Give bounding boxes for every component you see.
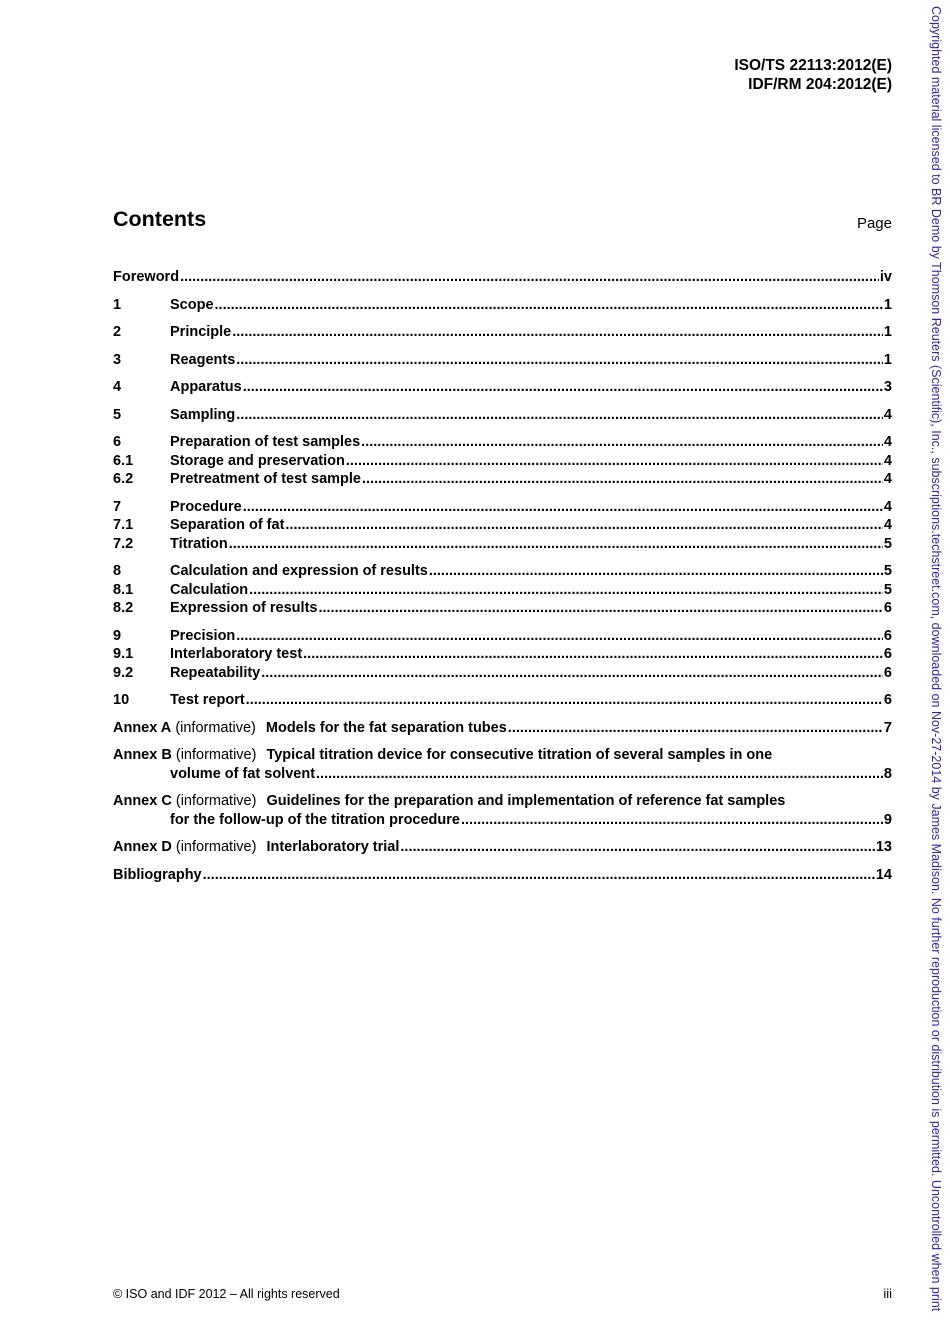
- toc-clause-group: [113, 691, 892, 710]
- toc-entry-page: 1: [883, 351, 892, 368]
- toc-entry-page: 9: [883, 811, 892, 828]
- dot-leader: [236, 627, 883, 646]
- dot-leader: [508, 719, 883, 738]
- toc-entry-page: 3: [883, 379, 892, 395]
- toc-entry[interactable]: [113, 452, 892, 471]
- toc-entry-page: iv: [879, 269, 892, 285]
- toc-entry-title: Repeatability: [170, 664, 261, 681]
- toc-entry-title: Foreword: [113, 269, 180, 285]
- toc-entry-number: 5: [113, 406, 122, 423]
- dot-leader: [180, 268, 879, 287]
- toc-clause-group: [113, 433, 892, 489]
- toc-entry-title: Typical titration device for consecutive titration of several samples in one: [266, 747, 773, 763]
- dot-leader: [243, 378, 883, 397]
- toc-entry-title: Bibliography: [113, 866, 202, 883]
- page-number: iii: [883, 1286, 892, 1301]
- dot-leader: [346, 452, 883, 471]
- toc-entry-page: 8: [883, 765, 892, 782]
- toc-entry-page: 6: [883, 692, 892, 708]
- dot-leader: [361, 433, 883, 452]
- toc-entry-title: Interlaboratory trial: [266, 839, 400, 855]
- toc-entry[interactable]: [113, 323, 892, 342]
- toc-clause-group: [113, 627, 892, 683]
- toc-entry-annex[interactable]: [113, 838, 892, 857]
- toc-entry[interactable]: [113, 470, 892, 489]
- toc-entry-page: 1: [883, 324, 892, 340]
- toc-entry-page: 4: [883, 471, 892, 487]
- toc-entry-title: Calculation: [170, 581, 249, 598]
- toc-entry-number: 6.2: [113, 471, 134, 487]
- toc-entry-title: Storage and preservation: [170, 452, 345, 469]
- toc-entry-page: 4: [883, 434, 892, 450]
- toc-clause-group: [113, 498, 892, 554]
- toc-entry-number: 9.1: [113, 646, 134, 662]
- toc-entry-page: 5: [883, 581, 892, 598]
- toc-clause-group: [113, 323, 892, 342]
- toc-entry[interactable]: [113, 378, 892, 397]
- toc-entry-page: 6: [883, 646, 892, 662]
- dot-leader: [261, 664, 883, 683]
- toc-entry[interactable]: [113, 627, 892, 646]
- dot-leader: [318, 599, 882, 618]
- document-id-header: [734, 56, 892, 94]
- toc-entry[interactable]: [113, 599, 892, 618]
- toc-entry-number: 7: [113, 498, 122, 515]
- toc-entry-title: Interlaboratory test: [170, 646, 303, 662]
- toc-entry-title: Expression of results: [170, 600, 318, 616]
- toc-entry-page: 7: [883, 719, 892, 736]
- annex-label: Annex C: [113, 793, 172, 809]
- toc-entry-annex[interactable]: [113, 792, 892, 829]
- toc-entry-page: 4: [883, 452, 892, 469]
- toc-entry-number: 6.1: [113, 452, 134, 469]
- dot-leader: [303, 645, 883, 664]
- toc-entry-page: 4: [883, 498, 892, 515]
- toc-entry-annex[interactable]: [113, 719, 892, 738]
- copyright-footer: © ISO and IDF 2012 – All rights reserved: [113, 1287, 340, 1301]
- toc-clause-group: [113, 406, 892, 425]
- toc-entry-title: Principle: [170, 324, 232, 340]
- toc-entry-title: Reagents: [170, 351, 236, 368]
- annex-type: (informative): [175, 747, 257, 763]
- toc-entry-number: 7.2: [113, 535, 134, 552]
- dot-leader: [246, 691, 883, 710]
- dot-leader: [362, 470, 883, 489]
- toc-entry-number: 4: [113, 379, 122, 395]
- toc-entry[interactable]: [113, 581, 892, 600]
- toc-entry-title: Test report: [170, 692, 245, 708]
- toc-entry[interactable]: [113, 691, 892, 710]
- toc-entry-title: Guidelines for the preparation and implementation of reference fat samples: [266, 793, 786, 809]
- annex-label: Annex D: [113, 839, 172, 855]
- toc-entry-number: 1: [113, 296, 122, 313]
- dot-leader: [203, 866, 875, 885]
- toc-entry-title: Sampling: [170, 406, 236, 423]
- toc-entry-page: 5: [883, 535, 892, 552]
- toc-entry-number: 2: [113, 324, 122, 340]
- toc-entry-page: 13: [875, 839, 892, 855]
- iso-designation: ISO/TS 22113:2012(E): [734, 57, 892, 74]
- annex-label: Annex B: [113, 747, 172, 763]
- toc-entry-page: 4: [883, 406, 892, 423]
- dot-leader: [215, 296, 883, 315]
- page-column-label: Page: [856, 215, 892, 232]
- toc-entry-title: Calculation and expression of results: [170, 563, 428, 579]
- toc-entry-number: 7.1: [113, 517, 134, 533]
- toc-entry-page: 1: [883, 296, 892, 313]
- dot-leader: [461, 811, 883, 830]
- toc-entry-foreword[interactable]: [113, 268, 892, 287]
- annex-type: (informative): [175, 839, 257, 855]
- toc-entry-page: 6: [883, 600, 892, 616]
- toc-entry-title: Procedure: [170, 498, 242, 515]
- dot-leader: [232, 323, 883, 342]
- toc-clause-group: [113, 296, 892, 315]
- toc-entry[interactable]: [113, 351, 892, 370]
- table-of-contents: [113, 268, 892, 884]
- toc-entry-title: Apparatus: [170, 379, 242, 395]
- toc-entry[interactable]: [113, 562, 892, 581]
- toc-entry-title: Separation of fat: [170, 517, 285, 533]
- toc-entry-number: 8.2: [113, 600, 134, 616]
- toc-entry[interactable]: [113, 296, 892, 315]
- toc-entry-bibliography[interactable]: [113, 866, 892, 885]
- annex-type: (informative): [175, 793, 257, 809]
- dot-leader: [429, 562, 883, 581]
- toc-entry-title: Models for the fat separation tubes: [265, 719, 507, 736]
- toc-entry-title-continued: for the follow-up of the titration procedure: [170, 811, 460, 828]
- toc-entry-page: 6: [883, 627, 892, 644]
- toc-entry-page: 6: [883, 664, 892, 681]
- toc-entry[interactable]: [113, 433, 892, 452]
- toc-entry-title: Preparation of test samples: [170, 434, 361, 450]
- toc-entry-number: 8: [113, 563, 122, 579]
- toc-entry[interactable]: [113, 535, 892, 554]
- toc-entry-number: 9: [113, 627, 122, 644]
- dot-leader: [400, 838, 874, 857]
- toc-clause-group: [113, 378, 892, 397]
- dot-leader: [243, 498, 883, 517]
- toc-clause-group: [113, 562, 892, 618]
- toc-entry-title-continued: volume of fat solvent: [170, 765, 316, 782]
- toc-clause-group: [113, 351, 892, 370]
- toc-entry-number: 3: [113, 351, 122, 368]
- toc-entry[interactable]: [113, 406, 892, 425]
- toc-entry-number: 8.1: [113, 581, 134, 598]
- dot-leader: [229, 535, 883, 554]
- toc-entry-number: 6: [113, 434, 122, 450]
- contents-heading: Contents: [113, 207, 207, 231]
- toc-entry[interactable]: [113, 664, 892, 683]
- watermark-text: Copyrighted material licensed to BR Demo by Thomson Reuters (Scientific), Inc., subscriptions.techstreet.com, downloaded on Nov-27-2014 by James Madison. No further reproduction or distribution is permitted. Uncontrolled when print: [929, 6, 943, 1312]
- dot-leader: [236, 406, 883, 425]
- toc-entry-annex[interactable]: [113, 746, 892, 783]
- toc-entry-title: Scope: [170, 296, 214, 313]
- toc-entry-number: 9.2: [113, 664, 134, 681]
- idf-designation: IDF/RM 204:2012(E): [748, 76, 892, 93]
- copyright-watermark: [927, 0, 947, 1344]
- toc-entry[interactable]: [113, 645, 892, 664]
- dot-leader: [249, 581, 883, 600]
- dot-leader: [316, 765, 883, 784]
- dot-leader: [236, 351, 883, 370]
- toc-entry-page: 4: [883, 517, 892, 533]
- toc-entry-title: Titration: [170, 535, 228, 552]
- annex-type: (informative): [175, 719, 256, 736]
- toc-entry-page: 5: [883, 563, 892, 579]
- dot-leader: [285, 516, 883, 535]
- toc-entry-page: 14: [875, 866, 892, 883]
- toc-entry[interactable]: [113, 498, 892, 517]
- toc-entry-title: Pretreatment of test sample: [170, 471, 361, 487]
- annex-label: Annex A: [113, 719, 172, 736]
- toc-entry-number: 10: [113, 692, 130, 708]
- toc-entry-title: Precision: [170, 627, 236, 644]
- toc-entry[interactable]: [113, 516, 892, 535]
